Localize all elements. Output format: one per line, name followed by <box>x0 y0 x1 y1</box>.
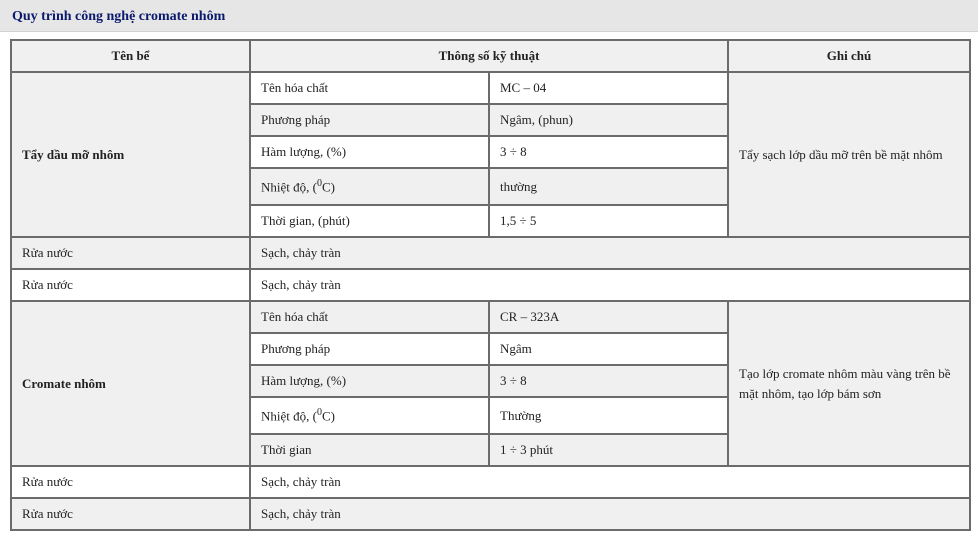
param-label-prefix: Nhiệt độ, ( <box>261 179 317 195</box>
process-table <box>10 39 971 531</box>
stage-name-cromate: Cromate nhôm <box>11 301 250 466</box>
table-row <box>11 466 970 498</box>
rinse-value: Sạch, chảy tràn <box>250 269 970 301</box>
param-label: Tên hóa chất <box>250 301 489 333</box>
stage-name-rinse: Rửa nước <box>11 269 250 301</box>
param-label: Tên hóa chất <box>250 72 489 104</box>
param-value: thường <box>489 168 728 205</box>
table-row <box>11 269 970 301</box>
param-value: Ngâm, (phun) <box>489 104 728 136</box>
table-row <box>11 498 970 530</box>
param-label-suffix: C) <box>321 408 335 424</box>
header-note: Ghi chú <box>728 40 970 72</box>
page-title: Quy trình công nghệ cromate nhôm <box>12 9 226 24</box>
param-label: Phương pháp <box>250 333 489 365</box>
param-label: Thời gian, (phút) <box>250 205 489 237</box>
param-label-temperature <box>250 397 489 434</box>
degree-sup: 0 <box>316 177 322 189</box>
note-cromate: Tạo lớp cromate nhôm màu vàng trên bề mặt nhôm, tạo lớp bám sơn <box>728 301 970 466</box>
note-degrease: Tẩy sạch lớp dầu mỡ trên bề mặt nhôm <box>728 72 970 237</box>
header-tank: Tên bể <box>11 40 250 72</box>
stage-name-rinse: Rửa nước <box>11 498 250 530</box>
param-label-prefix: Nhiệt độ, ( <box>261 408 317 424</box>
table-row <box>11 237 970 269</box>
param-label: Thời gian <box>250 434 489 466</box>
table-row <box>11 72 970 104</box>
stage-name-degrease: Tẩy dầu mỡ nhôm <box>11 72 250 237</box>
param-value: 1,5 ÷ 5 <box>489 205 728 237</box>
table-row <box>11 301 970 333</box>
rinse-value: Sạch, chảy tràn <box>250 498 970 530</box>
param-label-temperature <box>250 168 489 205</box>
param-value: 3 ÷ 8 <box>489 365 728 397</box>
rinse-value: Sạch, chảy tràn <box>250 466 970 498</box>
param-value: 3 ÷ 8 <box>489 136 728 168</box>
param-label: Hàm lượng, (%) <box>250 136 489 168</box>
title-bar <box>0 0 978 32</box>
param-label: Hàm lượng, (%) <box>250 365 489 397</box>
param-value: 1 ÷ 3 phút <box>489 434 728 466</box>
param-value: Ngâm <box>489 333 728 365</box>
header-specs: Thông số kỹ thuật <box>250 40 728 72</box>
degree-sup: 0 <box>316 406 322 418</box>
param-value: CR – 323A <box>489 301 728 333</box>
param-value: MC – 04 <box>489 72 728 104</box>
param-label-suffix: C) <box>321 179 335 195</box>
param-value: Thường <box>489 397 728 434</box>
param-label: Phương pháp <box>250 104 489 136</box>
stage-name-rinse: Rửa nước <box>11 237 250 269</box>
header-row <box>11 40 970 72</box>
rinse-value: Sạch, chảy tràn <box>250 237 970 269</box>
stage-name-rinse: Rửa nước <box>11 466 250 498</box>
